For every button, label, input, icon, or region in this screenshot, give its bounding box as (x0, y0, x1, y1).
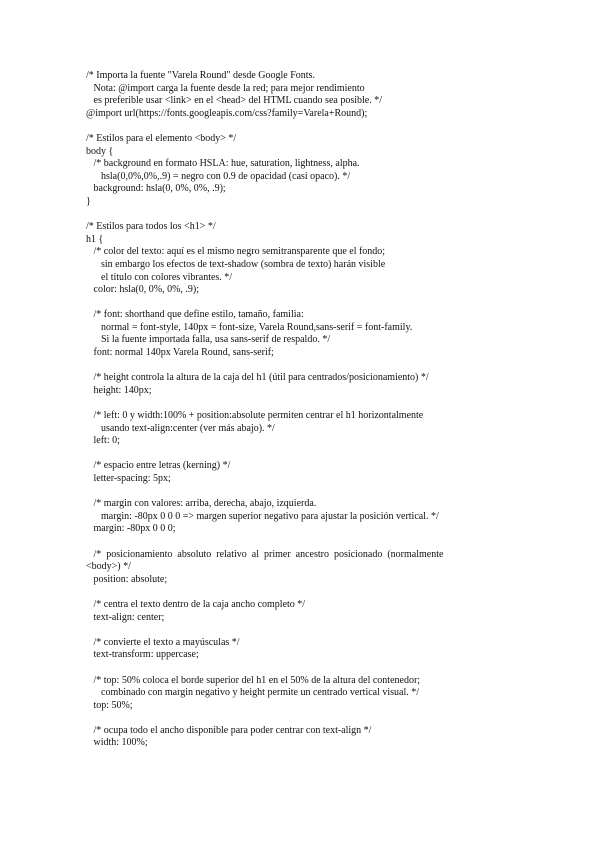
code-line: Si la fuente importada falla, usa sans-serif de respaldo. */ (86, 334, 331, 346)
code-line: /* left: 0 y width:100% + position:absolute permiten centrar el h1 horizontalmente (86, 410, 424, 422)
code-line: /* height controla la altura de la caja del h1 (útil para centrados/posicionamiento) */ (86, 372, 429, 384)
blank-line (86, 712, 526, 725)
code-line: /* color del texto: aquí es el mismo negro semitransparente que el fondo; (86, 246, 386, 258)
code-line: combinado con margin negativo y height permite un centrado vertical visual. */ (86, 687, 420, 699)
blank-line (86, 536, 526, 549)
code-line: @import url(https://fonts.googleapis.com/css?family=Varela+Round); (86, 107, 368, 119)
code-line: left: 0; (86, 435, 120, 447)
code-line: background: hsla(0, 0%, 0%, .9); (86, 183, 226, 195)
code-line: hsla(0,0%,0%,.9) = negro con 0.9 de opacidad (casi opaco). */ (86, 170, 351, 182)
code-line: /* espacio entre letras (kerning) */ (86, 460, 231, 472)
code-line: text-transform: uppercase; (86, 649, 199, 661)
blank-line (86, 297, 526, 310)
code-line: <body>) */ (86, 561, 131, 573)
code-line: /* ocupa todo el ancho disponible para poder centrar con text-align */ (86, 724, 372, 736)
blank-line (86, 662, 526, 675)
code-line: /* margin con valores: arriba, derecha, abajo, izquierda. (86, 498, 317, 510)
blank-line (86, 486, 526, 499)
code-line: text-align: center; (86, 611, 165, 623)
blank-line (86, 120, 526, 133)
code-line: /* Estilos para el elemento <body> */ (86, 132, 237, 144)
code-line: letter-spacing: 5px; (86, 473, 171, 484)
code-line: width: 100%; (86, 737, 148, 749)
code-listing (86, 70, 526, 750)
code-line: margin: -80px 0 0 0 => margen superior negativo para ajustar la posición vertical. */ (86, 510, 439, 522)
code-line: /* Importa la fuente "Varela Round" desde Google Fonts. (86, 70, 315, 81)
code-line: } (86, 195, 91, 207)
code-line: h1 { (86, 233, 104, 245)
code-line: usando text-align:center (ver más abajo). */ (86, 422, 275, 434)
blank-line (86, 448, 526, 461)
code-line: Nota: @import carga la fuente desde la red; para mejor rendimiento (86, 82, 365, 94)
code-line: /* top: 50% coloca el borde superior del h1 en el 50% de la altura del contenedor; (86, 674, 421, 686)
code-line: position: absolute; (86, 573, 168, 585)
code-line: sin embargo los efectos de text-shadow (sombra de texto) harán visible (86, 258, 386, 270)
blank-line (86, 360, 526, 373)
code-line: el título con colores vibrantes. */ (86, 271, 233, 283)
blank-line (86, 586, 526, 599)
code-line: height: 140px; (86, 384, 152, 396)
code-line: /* posicionamiento absoluto relativo al primer ancestro posicionado (normalmente (86, 548, 444, 560)
code-line: body { (86, 145, 114, 157)
code-line: font: normal 140px Varela Round, sans-serif; (86, 347, 274, 359)
blank-line (86, 624, 526, 637)
code-line: /* convierte el texto a mayúsculas */ (86, 636, 240, 648)
code-line: /* centra el texto dentro de la caja ancho completo */ (86, 598, 306, 610)
code-line: /* background en formato HSLA: hue, saturation, lightness, alpha. (86, 158, 360, 170)
code-line: /* Estilos para todos los <h1> */ (86, 221, 216, 233)
blank-line (86, 397, 526, 410)
code-line: /* font: shorthand que define estilo, tamaño, familia: (86, 309, 304, 321)
code-line: margin: -80px 0 0 0; (86, 523, 176, 535)
blank-line (86, 209, 526, 222)
code-line: color: hsla(0, 0%, 0%, .9); (86, 284, 200, 296)
code-line: top: 50%; (86, 699, 133, 711)
code-line: es preferible usar <link> en el <head> del HTML cuando sea posible. */ (86, 95, 382, 107)
code-line: normal = font-style, 140px = font-size, Varela Round,sans-serif = font-family. (86, 321, 413, 333)
